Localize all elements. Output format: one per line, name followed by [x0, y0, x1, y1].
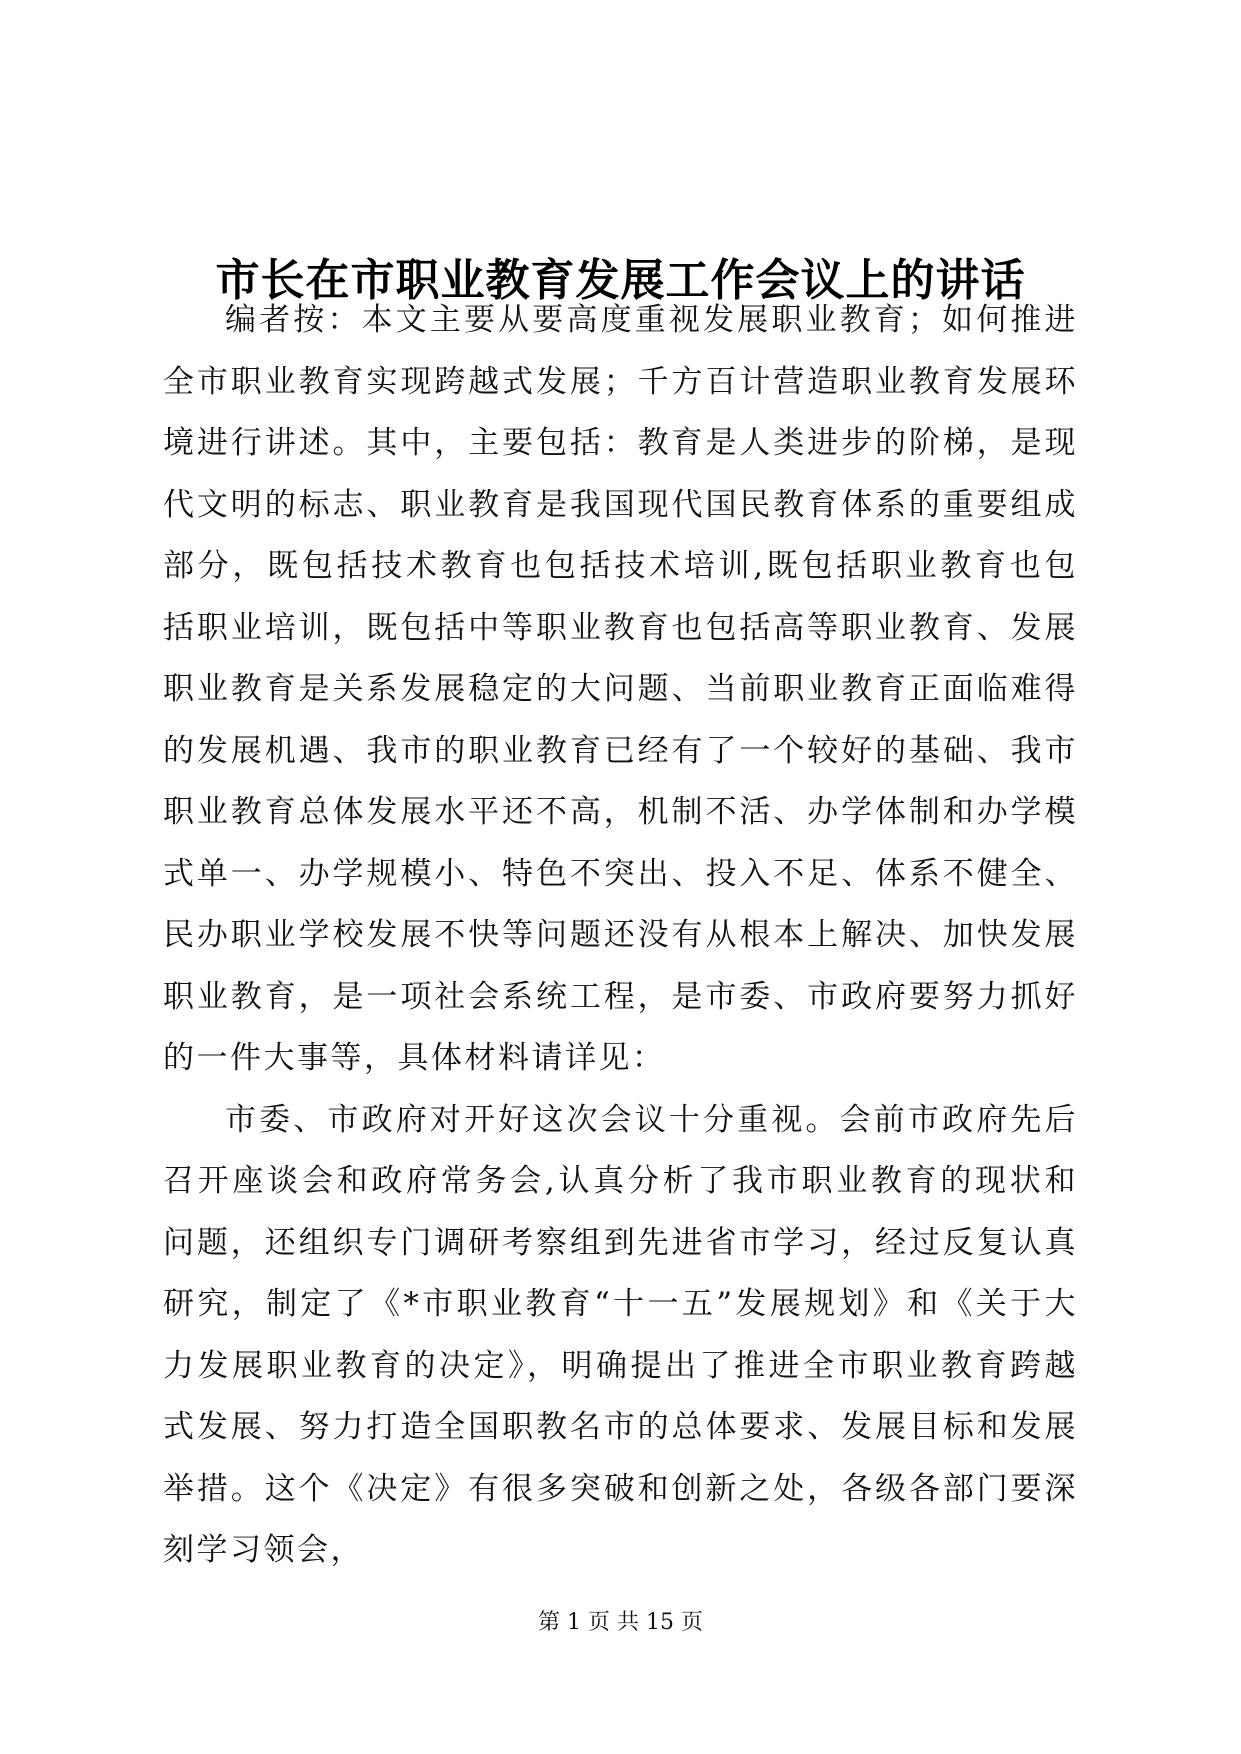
document-body — [163, 290, 1078, 1582]
page-number-footer: 第 1 页 共 15 页 — [538, 1610, 703, 1635]
document-title: 市长在市职业教育发展工作会议上的讲话 — [215, 255, 1026, 307]
body-paragraph: 市委、市政府对开好这次会议十分重视。会前市政府先后召开座谈会和政府常务会,认真分析了我市职业教育的现状和问题，还组织专门调研考察组到先进省市学习，经过反复认真研究，制定了《*市职业教育“十一五”发展规划》和《关于大力发展职业教育的决定》，明确提出了推进全市职业教育跨越式发展、努力打造全国职教名市的总体要求、发展目标和发展举措。这个《决定》有很多突破和创新之处，各级各部门要深刻学习领会， — [163, 1101, 1078, 1568]
editor-note-paragraph: 编者按：本文主要从要高度重视发展职业教育；如何推进全市职业教育实现跨越式发展；千方百计营造职业教育发展环境进行讲述。其中，主要包括：教育是人类进步的阶梯，是现代文明的标志、职业教育是我国现代国民教育体系的重要组成部分，既包括技术教育也包括技术培训,既包括职业教育也包括职业培训，既包括中等职业教育也包括高等职业教育、发展职业教育是关系发展稳定的大问题、当前职业教育正面临难得的发展机遇、我市的职业教育已经有了一个较好的基础、我市职业教育总体发展水平还不高，机制不活、办学体制和办学模式单一、办学规模小、特色不突出、投入不足、体系不健全、民办职业学校发展不快等问题还没有从根本上解决、加快发展职业教育，是一项社会系统工程，是市委、市政府要努力抓好的一件大事等，具体材料请详见： — [163, 302, 1078, 1076]
